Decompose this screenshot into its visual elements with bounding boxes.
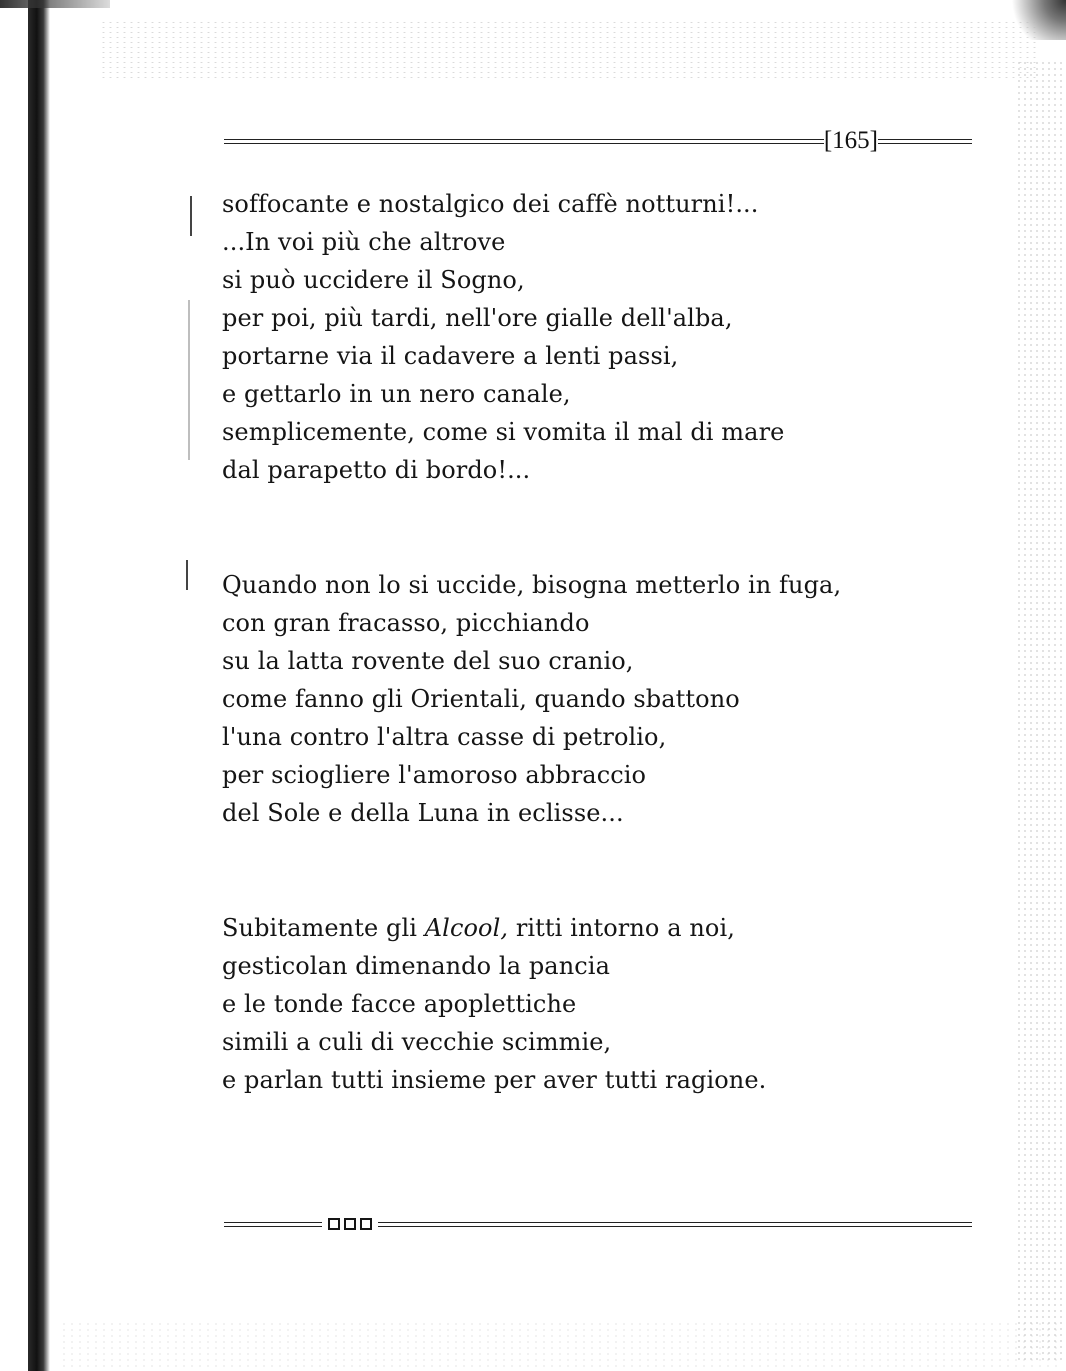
poem-line: soffocante e nostalgico dei caffè notturni!... xyxy=(222,190,759,218)
poem-line: gesticolan dimenando la pancia xyxy=(222,952,610,980)
top-scan-noise xyxy=(100,20,1040,80)
poem-line: come fanno gli Orientali, quando sbattono xyxy=(222,685,740,713)
poem-line-italic: Alcool, xyxy=(424,914,509,942)
binding-shadow xyxy=(28,0,50,1371)
right-scan-noise xyxy=(1016,60,1066,1360)
stanza-2 xyxy=(222,566,841,832)
ornament-square xyxy=(360,1218,372,1230)
poem-line: per poi, più tardi, nell'ore gialle dell'alba, xyxy=(222,304,733,332)
poem-line-part: ritti intorno a noi, xyxy=(508,914,735,942)
poem-line: e le tonde facce apoplettiche xyxy=(222,990,577,1018)
poem-line: e gettarlo in un nero canale, xyxy=(222,380,571,408)
poem-line: ...In voi più che altrove xyxy=(222,228,506,256)
poem-line-part: Subitamente gli xyxy=(222,914,425,942)
poem-line: simili a culi di vecchie scimmie, xyxy=(222,1028,612,1056)
header-rule-right xyxy=(878,139,972,144)
header-rule-left xyxy=(224,139,824,144)
poem-line: portarne via il cadavere a lenti passi, xyxy=(222,342,679,370)
stanza-1 xyxy=(222,185,784,489)
binding-top-shadow xyxy=(0,0,110,8)
margin-mark xyxy=(188,300,190,460)
poem-line: Quando non lo si uccide, bisogna metterlo in fuga, xyxy=(222,571,842,599)
poem-line: per sciogliere l'amoroso abbraccio xyxy=(222,761,647,789)
margin-mark xyxy=(190,196,192,236)
ornament-square xyxy=(328,1218,340,1230)
poem-line: si può uccidere il Sogno, xyxy=(222,266,525,294)
poem-line: del Sole e della Luna in eclisse... xyxy=(222,799,624,827)
page-header xyxy=(224,126,972,156)
margin-mark xyxy=(186,560,188,590)
page-number: [165] xyxy=(823,127,878,154)
poem-line: dal parapetto di bordo!... xyxy=(222,456,531,484)
poem-line: l'una contro l'altra casse di petrolio, xyxy=(222,723,667,751)
footer-ornament xyxy=(322,1218,378,1230)
stanza-3 xyxy=(222,909,766,1099)
ornament-square xyxy=(344,1218,356,1230)
poem-line: e parlan tutti insieme per aver tutti ragione. xyxy=(222,1066,767,1094)
poem-line: con gran fracasso, picchiando xyxy=(222,609,590,637)
page-footer xyxy=(224,1214,972,1234)
poem-line: semplicemente, come si vomita il mal di mare xyxy=(222,418,785,446)
poem-line: su la latta rovente del suo cranio, xyxy=(222,647,634,675)
bottom-scan-noise xyxy=(60,1321,1060,1371)
footer-rule-right xyxy=(378,1222,972,1227)
footer-rule-left xyxy=(224,1222,322,1227)
poem-line xyxy=(222,909,766,947)
